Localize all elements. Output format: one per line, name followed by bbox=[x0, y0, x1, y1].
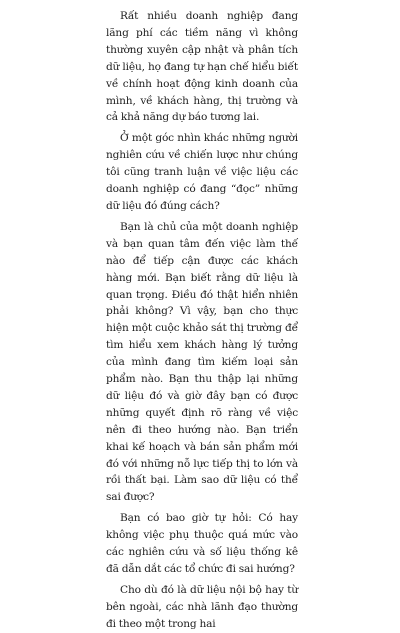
paragraph-2: Ở một góc nhìn khác những người nghiên cứu về chiến lược như chúng tôi cũng tranh luận về việc liệu các doanh nghiệp có đang “đọc” những dữ liệu đó đúng cách? bbox=[106, 132, 298, 212]
paragraph-5: Cho dù đó là dữ liệu nội bộ hay từ bên ngoài, các nhà lãnh đạo thường đi theo một trong hai bbox=[106, 583, 298, 630]
paragraph-3: Bạn là chủ của một doanh nghiệp và bạn quan tâm đến việc làm thế nào để tiếp cận được các khách hàng mới. Bạn biết rằng dữ liệu là quan trọng. Điều đó thật hiển nhiên phải không? Vì vậy, bạn cho thực hiện một cuộc khảo sát thị trường để tìm hiểu xem khách hàng lý tưởng của mình đang tìm kiếm loại sản phẩm nào. Bạn thu thập lại những dữ liệu đó và giờ đây bạn có được những quyết định rõ ràng về việc nên đi theo hướng nào. Bạn triển khai kế hoạch và bán sản phẩm mới đó với những nỗ lực tiếp thị to lớn và rồi thất bại. Làm sao dữ liệu có thể sai được? bbox=[106, 220, 298, 504]
paragraph-1: Rất nhiều doanh nghiệp đang lãng phí các tiềm năng vì không thường xuyên cập nhật và phân tích dữ liệu, họ đang tự hạn chế hiểu biết về chính hoạt động kinh doanh của mình, về khách hàng, thị trường và cả khả năng dự báo tương lai. bbox=[106, 10, 298, 124]
paragraph-4: Bạn có bao giờ tự hỏi: Có hay không việc phụ thuộc quá mức vào các nghiên cứu và số liệu thống kê đã dẫn dắt các tổ chức đi sai hướng? bbox=[106, 512, 298, 575]
